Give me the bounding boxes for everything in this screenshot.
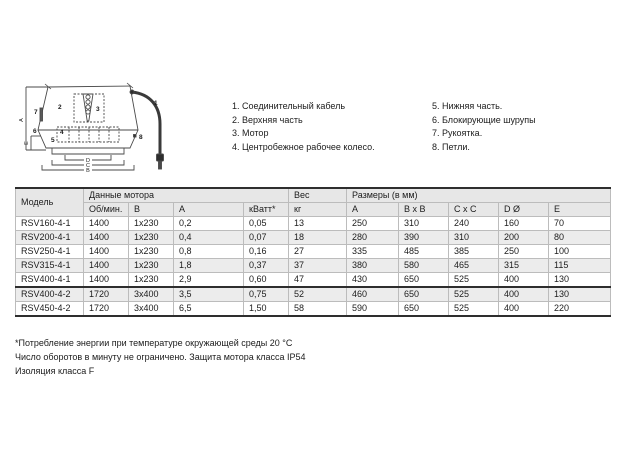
cell-value: 280: [347, 231, 399, 245]
cell-value: 130: [549, 273, 611, 288]
cell-value: 310: [399, 217, 449, 231]
cell-value: 0,4: [174, 231, 244, 245]
cell-value: 3x400: [129, 302, 174, 317]
cell-value: 13: [289, 217, 347, 231]
cell-value: 200: [499, 231, 549, 245]
cell-value: 1720: [84, 287, 129, 302]
cell-value: 100: [549, 245, 611, 259]
cell-value: 525: [449, 273, 499, 288]
column-header-model: Модель: [16, 188, 84, 217]
legend-item: 1. Соединительный кабель: [232, 101, 346, 111]
footnote-rpm-protection: Число оборотов в минуту не ограничено. Защита мотора класса IP54: [15, 352, 306, 362]
column-header-power: кВатт*: [244, 203, 289, 217]
cell-value: 1,50: [244, 302, 289, 317]
cell-value: 1400: [84, 231, 129, 245]
column-header-dim-b: B x B: [399, 203, 449, 217]
cell-value: 590: [347, 302, 399, 317]
cell-value: 485: [399, 245, 449, 259]
cell-value: 1720: [84, 302, 129, 317]
column-header-dim-e: E: [549, 203, 611, 217]
cell-value: 27: [289, 245, 347, 259]
hinge-marker: [134, 135, 137, 138]
column-header-dim-c: C x C: [449, 203, 499, 217]
cell-value: 1x230: [129, 231, 174, 245]
cell-value: 52: [289, 287, 347, 302]
cell-value: 650: [399, 302, 449, 317]
cell-value: 130: [549, 287, 611, 302]
diagram-label-5: 5: [51, 137, 55, 144]
cell-value: 430: [347, 273, 399, 288]
table-row: [16, 231, 611, 245]
cell-model: RSV450-4-2: [16, 302, 84, 317]
diagram-label-1: 1: [154, 100, 158, 107]
spec-table: [15, 187, 611, 317]
table-group-header-row: [16, 188, 611, 203]
cell-value: 37: [289, 259, 347, 273]
cell-value: 1x230: [129, 217, 174, 231]
cell-value: 525: [449, 302, 499, 317]
cell-value: 380: [347, 259, 399, 273]
column-header-voltage: В: [129, 203, 174, 217]
legend-item: 8. Петли.: [432, 141, 470, 152]
group-header-dimensions: Размеры (в мм): [347, 188, 611, 203]
cell-value: 240: [449, 217, 499, 231]
cell-model: RSV160-4-1: [16, 217, 84, 231]
parts-legend-right: [432, 100, 536, 154]
cell-value: 385: [449, 245, 499, 259]
cell-model: RSV200-4-1: [16, 231, 84, 245]
legend-item: 2. Верхняя часть: [232, 114, 303, 125]
cell-value: 650: [399, 273, 449, 288]
group-header-weight: Вес: [289, 188, 347, 203]
group-header-motor-data: Данные мотора: [84, 188, 289, 203]
table-row: [16, 273, 611, 288]
cell-value: 0,37: [244, 259, 289, 273]
diagram-label-6: 6: [33, 128, 37, 135]
footnote-insulation: Изоляция класса F: [15, 366, 95, 376]
dim-label-b: B: [86, 168, 90, 174]
cell-value: 2,9: [174, 273, 244, 288]
dim-label-c: C: [86, 163, 90, 169]
cell-value: 1400: [84, 259, 129, 273]
cell-value: 400: [499, 302, 549, 317]
cell-value: 400: [499, 273, 549, 288]
dim-label-a: A: [19, 118, 25, 122]
cell-value: 47: [289, 273, 347, 288]
cell-value: 160: [499, 217, 549, 231]
legend-item: 5. Нижняя часть.: [432, 101, 503, 111]
cell-value: 1400: [84, 217, 129, 231]
diagram-label-4: 4: [60, 129, 64, 136]
column-header-rpm: Об/мин.: [84, 203, 129, 217]
spec-table-body: [16, 217, 611, 317]
cell-value: 1x230: [129, 245, 174, 259]
legend-item: 3. Мотор: [232, 128, 269, 138]
table-row: [16, 287, 611, 302]
cell-value: 80: [549, 231, 611, 245]
cell-value: 525: [449, 287, 499, 302]
cell-value: 1x230: [129, 259, 174, 273]
table-row: [16, 245, 611, 259]
cell-value: 220: [549, 302, 611, 317]
cell-value: 1400: [84, 273, 129, 288]
cell-value: 400: [499, 287, 549, 302]
cell-value: 70: [549, 217, 611, 231]
cell-value: 460: [347, 287, 399, 302]
parts-legend-left: [232, 100, 375, 154]
fan-technical-drawing: [8, 80, 223, 187]
table-row: [16, 259, 611, 273]
cell-value: 580: [399, 259, 449, 273]
diagram-label-2: 2: [58, 104, 62, 111]
cell-value: 0,07: [244, 231, 289, 245]
cable-plug: [157, 154, 164, 161]
column-header-dim-d: D Ø: [499, 203, 549, 217]
cell-value: 390: [399, 231, 449, 245]
cell-value: 0,2: [174, 217, 244, 231]
cell-value: 58: [289, 302, 347, 317]
table-row: [16, 217, 611, 231]
legend-item: 6. Блокирующие шурупы: [432, 114, 536, 125]
cell-value: 0,75: [244, 287, 289, 302]
diagram-label-7: 7: [34, 109, 38, 116]
cell-value: 1400: [84, 245, 129, 259]
cell-value: 310: [449, 231, 499, 245]
cell-value: 335: [347, 245, 399, 259]
footnote-power: *Потребление энергии при температуре окружающей среды 20 °C: [15, 338, 293, 348]
cell-model: RSV400-4-2: [16, 287, 84, 302]
cell-value: 1x230: [129, 273, 174, 288]
column-header-current: А: [174, 203, 244, 217]
dim-label-e: E: [24, 141, 30, 145]
cell-value: 18: [289, 231, 347, 245]
diagram-label-8: 8: [139, 134, 143, 141]
cell-model: RSV250-4-1: [16, 245, 84, 259]
handle: [40, 108, 43, 121]
cell-value: 115: [549, 259, 611, 273]
cell-value: 0,60: [244, 273, 289, 288]
cell-value: 250: [499, 245, 549, 259]
footnotes: [15, 336, 306, 378]
cell-model: RSV315-4-1: [16, 259, 84, 273]
impeller-dashed-box: [57, 127, 119, 142]
cell-value: 3,5: [174, 287, 244, 302]
cell-value: 0,05: [244, 217, 289, 231]
cell-model: RSV400-4-1: [16, 273, 84, 288]
dim-label-d: D: [86, 158, 90, 164]
table-row: [16, 302, 611, 317]
cell-value: 315: [499, 259, 549, 273]
cell-value: 650: [399, 287, 449, 302]
table-subheader-row: [16, 203, 611, 217]
cell-value: 250: [347, 217, 399, 231]
cell-value: 465: [449, 259, 499, 273]
cell-value: 1,8: [174, 259, 244, 273]
diagram-label-3: 3: [96, 106, 100, 113]
cell-value: 0,8: [174, 245, 244, 259]
cell-value: 6,5: [174, 302, 244, 317]
legend-item: 7. Рукоятка.: [432, 128, 483, 138]
legend-item: 4. Центробежное рабочее колесо.: [232, 141, 375, 152]
column-header-kg: кг: [289, 203, 347, 217]
cell-value: 3x400: [129, 287, 174, 302]
column-header-dim-a: A: [347, 203, 399, 217]
cell-value: 0,16: [244, 245, 289, 259]
